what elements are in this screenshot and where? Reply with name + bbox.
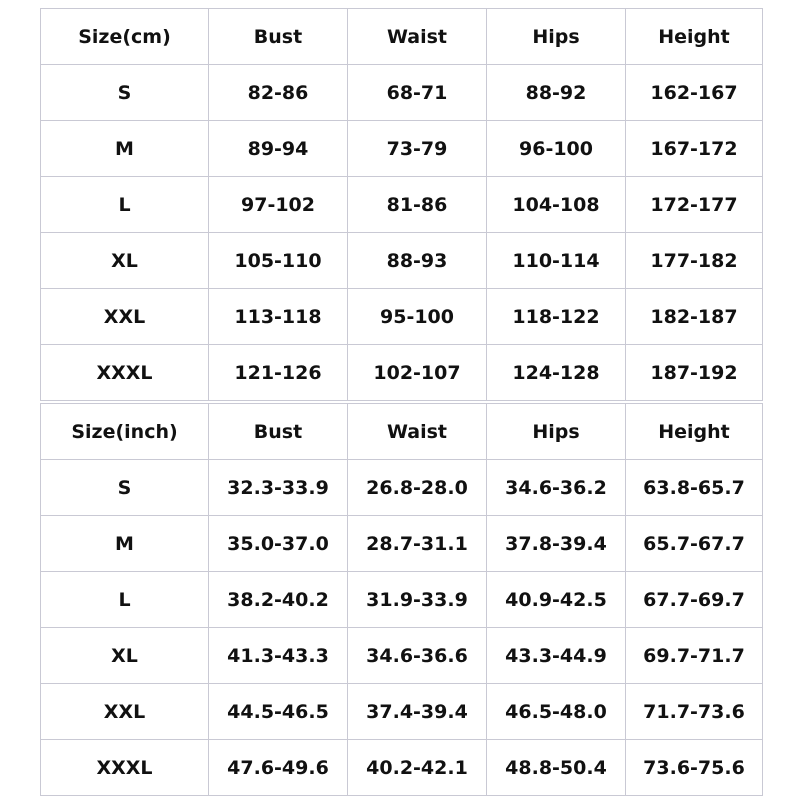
bust-cell: 35.0-37.0 xyxy=(209,516,348,572)
table-row xyxy=(41,65,763,121)
height-cell: 67.7-69.7 xyxy=(626,572,763,628)
height-cell: 65.7-67.7 xyxy=(626,516,763,572)
table-row xyxy=(41,121,763,177)
table-row xyxy=(41,345,763,401)
hips-cell: 118-122 xyxy=(487,289,626,345)
hips-cell: 43.3-44.9 xyxy=(487,628,626,684)
header-bust: Bust xyxy=(209,404,348,460)
waist-cell: 31.9-33.9 xyxy=(348,572,487,628)
height-cell: 71.7-73.6 xyxy=(626,684,763,740)
bust-cell: 121-126 xyxy=(209,345,348,401)
bust-cell: 44.5-46.5 xyxy=(209,684,348,740)
header-waist: Waist xyxy=(348,9,487,65)
size-cell: M xyxy=(41,121,209,177)
height-cell: 182-187 xyxy=(626,289,763,345)
height-cell: 73.6-75.6 xyxy=(626,740,763,796)
waist-cell: 37.4-39.4 xyxy=(348,684,487,740)
size-chart-cm-table xyxy=(40,8,763,401)
size-cell: S xyxy=(41,460,209,516)
size-chart-inch-table xyxy=(40,403,763,796)
height-cell: 63.8-65.7 xyxy=(626,460,763,516)
table-row xyxy=(41,233,763,289)
waist-cell: 73-79 xyxy=(348,121,487,177)
hips-cell: 34.6-36.2 xyxy=(487,460,626,516)
size-cell: XXL xyxy=(41,684,209,740)
bust-cell: 82-86 xyxy=(209,65,348,121)
table-row xyxy=(41,460,763,516)
waist-cell: 40.2-42.1 xyxy=(348,740,487,796)
header-hips: Hips xyxy=(487,404,626,460)
hips-cell: 124-128 xyxy=(487,345,626,401)
header-height: Height xyxy=(626,9,763,65)
waist-cell: 34.6-36.6 xyxy=(348,628,487,684)
height-cell: 177-182 xyxy=(626,233,763,289)
hips-cell: 88-92 xyxy=(487,65,626,121)
hips-cell: 110-114 xyxy=(487,233,626,289)
hips-cell: 48.8-50.4 xyxy=(487,740,626,796)
table-header-row xyxy=(41,404,763,460)
size-cell: L xyxy=(41,572,209,628)
bust-cell: 47.6-49.6 xyxy=(209,740,348,796)
height-cell: 162-167 xyxy=(626,65,763,121)
header-height: Height xyxy=(626,404,763,460)
waist-cell: 102-107 xyxy=(348,345,487,401)
table-row xyxy=(41,740,763,796)
size-cell: L xyxy=(41,177,209,233)
bust-cell: 89-94 xyxy=(209,121,348,177)
header-bust: Bust xyxy=(209,9,348,65)
header-waist: Waist xyxy=(348,404,487,460)
header-size-inch: Size(inch) xyxy=(41,404,209,460)
table-row xyxy=(41,177,763,233)
hips-cell: 46.5-48.0 xyxy=(487,684,626,740)
table-row xyxy=(41,684,763,740)
bust-cell: 105-110 xyxy=(209,233,348,289)
waist-cell: 68-71 xyxy=(348,65,487,121)
bust-cell: 113-118 xyxy=(209,289,348,345)
height-cell: 167-172 xyxy=(626,121,763,177)
bust-cell: 38.2-40.2 xyxy=(209,572,348,628)
waist-cell: 26.8-28.0 xyxy=(348,460,487,516)
waist-cell: 88-93 xyxy=(348,233,487,289)
height-cell: 172-177 xyxy=(626,177,763,233)
size-cell: S xyxy=(41,65,209,121)
hips-cell: 37.8-39.4 xyxy=(487,516,626,572)
waist-cell: 95-100 xyxy=(348,289,487,345)
table-row xyxy=(41,628,763,684)
table-row xyxy=(41,289,763,345)
table-row xyxy=(41,572,763,628)
size-cell: XXXL xyxy=(41,740,209,796)
height-cell: 187-192 xyxy=(626,345,763,401)
size-cell: M xyxy=(41,516,209,572)
size-cell: XL xyxy=(41,233,209,289)
header-size-cm: Size(cm) xyxy=(41,9,209,65)
bust-cell: 41.3-43.3 xyxy=(209,628,348,684)
waist-cell: 81-86 xyxy=(348,177,487,233)
table-row xyxy=(41,516,763,572)
size-cell: XXXL xyxy=(41,345,209,401)
table-header-row xyxy=(41,9,763,65)
size-cell: XXL xyxy=(41,289,209,345)
header-hips: Hips xyxy=(487,9,626,65)
height-cell: 69.7-71.7 xyxy=(626,628,763,684)
bust-cell: 97-102 xyxy=(209,177,348,233)
bust-cell: 32.3-33.9 xyxy=(209,460,348,516)
hips-cell: 40.9-42.5 xyxy=(487,572,626,628)
hips-cell: 104-108 xyxy=(487,177,626,233)
hips-cell: 96-100 xyxy=(487,121,626,177)
size-cell: XL xyxy=(41,628,209,684)
waist-cell: 28.7-31.1 xyxy=(348,516,487,572)
